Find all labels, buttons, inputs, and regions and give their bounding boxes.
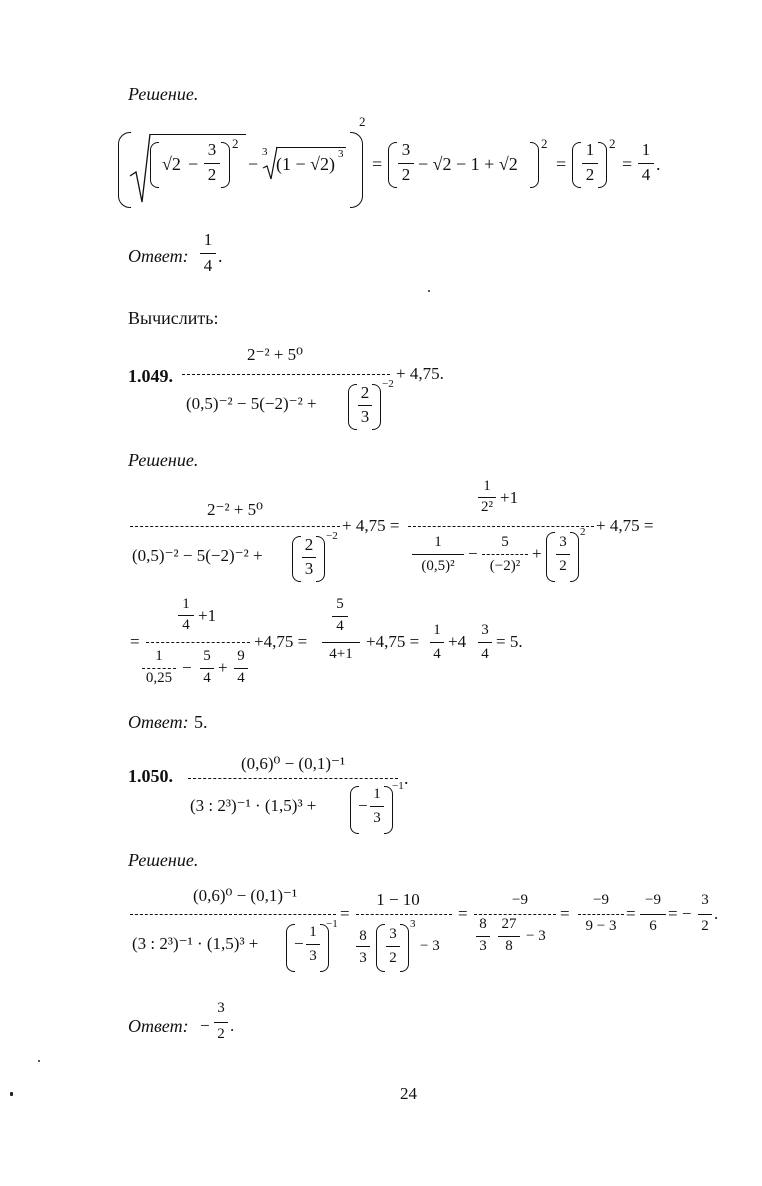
answer1-bar [200, 253, 216, 254]
p1049-exp: −2 [382, 378, 394, 390]
s1050-eq1: = [340, 904, 350, 923]
page-number: 24 [400, 1084, 417, 1103]
s1049-l2-bar [146, 642, 250, 643]
s1050-s3-b-num: 27 [501, 916, 517, 932]
s1049-l1-fnum: 2 [304, 535, 314, 554]
answer3-bar [214, 1022, 228, 1023]
answer3-den: 2 [217, 1026, 225, 1042]
s1049-l2-plus475-2: +4,75 = [366, 632, 420, 651]
s1049-l1-rc-exp: 2 [580, 526, 586, 538]
s1050-minus: − [294, 934, 304, 953]
s1049-l1-rc-bar [556, 554, 570, 555]
s1049-l1-num: 2⁻² + 5⁰ [207, 500, 263, 519]
answer3-num: 3 [217, 1000, 225, 1016]
quarter-num: 1 [641, 140, 651, 159]
s1049-l1-rb-bar [482, 554, 528, 555]
paren-b-right [530, 142, 539, 188]
p1050-den: (3 : 2³)⁻¹ · (1,5)³ + [190, 796, 317, 815]
s1049-l2-plus: + [218, 658, 228, 677]
s1050-s3-a-den: 3 [479, 938, 487, 954]
s1050-pr [320, 924, 329, 972]
s1049-l1-r-bar [408, 526, 594, 527]
s1050-s6-pre: = − [668, 904, 692, 923]
s1050-exp: −1 [326, 918, 338, 930]
frac-bar-c [582, 163, 598, 164]
p1050-exp: −1 [392, 780, 404, 792]
s1049-l2-top-den: 4 [182, 617, 190, 633]
solution-label-2: Решение. [128, 450, 199, 470]
s1049-l1-rt-bar [478, 497, 496, 498]
sqrt-sign [128, 132, 152, 204]
s1049-l2-m-num: 5 [336, 596, 344, 612]
s1049-l2-plus475: +4,75 = [254, 632, 308, 651]
s1050-s5-bar [640, 914, 666, 915]
s1050-s2-b-den: 2 [389, 950, 397, 966]
s1049-l1-ra-bar [412, 554, 464, 555]
answer-label-1: Ответ: [128, 246, 189, 266]
half-exp: 2 [609, 136, 616, 151]
s1049-l1-rc-pl [546, 532, 555, 582]
s1050-eq2: = [458, 904, 468, 923]
p1049-den: (0,5)⁻² − 5(−2)⁻² + [186, 394, 317, 413]
p1049-bar [182, 374, 390, 375]
paren-c-right [598, 142, 607, 188]
s1050-eq4: = [626, 904, 636, 923]
s1049-l2-a-den: 0,25 [145, 670, 173, 686]
sqrt2-a: √2 [162, 154, 181, 174]
compute-label: Вычислить: [128, 308, 219, 328]
s1049-l2-f2-num: 3 [481, 622, 489, 638]
s1049-l2-c-num: 9 [237, 648, 245, 664]
sqrt-bar [150, 134, 246, 135]
s1050-s2-b-num: 3 [389, 926, 397, 942]
s1050-s2-pr [400, 924, 409, 972]
s1050-s3-b-bar [498, 936, 520, 937]
s1049-l1-ra-num: 1 [434, 534, 442, 550]
s1050-s2-exp: 3 [410, 918, 416, 930]
s1050-fnum: 1 [309, 924, 317, 940]
problem-number-1049: 1.049. [128, 366, 173, 386]
frac-2: 2 [207, 165, 217, 184]
s1050-s2-a-bar [356, 946, 370, 947]
p1050-numerator: (0,6)⁰ − (0,1)⁻¹ [240, 754, 346, 773]
frac-bar-a [204, 163, 220, 164]
inner-paren-left [150, 142, 159, 188]
s1049-l2-m-num-den: 4 [336, 618, 344, 634]
s1049-l1-rt-den: 2² [481, 499, 493, 515]
p1050-pr [384, 786, 393, 834]
s1050-num: (0,6)⁰ − (0,1)⁻¹ [192, 886, 298, 905]
s1049-l1-rb-den: (−2)² [489, 558, 521, 574]
p1049-fden: 3 [360, 407, 370, 426]
frac-b-den: 2 [401, 165, 411, 184]
cbrt-exponent: 3 [338, 148, 344, 160]
s1050-s6-tail: . [714, 904, 719, 923]
s1049-l2-plus4: +4 [448, 632, 467, 651]
s1049-l2-minus: − [182, 658, 192, 677]
p1050-bar [188, 778, 398, 779]
s1050-s4-bar [578, 914, 624, 915]
p1049-paren-right [372, 384, 381, 430]
s1049-l2-f1-num: 1 [433, 622, 441, 638]
s1050-eq3: = [560, 904, 570, 923]
scan-speck-3 [10, 1092, 13, 1096]
inner-exponent: 2 [232, 136, 239, 151]
p1049-fbar [358, 405, 372, 406]
solution-label-3: Решение. [128, 850, 199, 870]
frac-bar-d [638, 163, 654, 164]
answer1-den: 4 [203, 256, 213, 275]
s1050-s2-a-den: 3 [359, 950, 367, 966]
s1050-fden: 3 [309, 948, 317, 964]
p1050-fden: 3 [373, 810, 381, 826]
solution-label-1: Решение. [128, 84, 199, 104]
answer3-prefix: − [200, 1016, 210, 1035]
half-den: 2 [585, 165, 595, 184]
s1050-s2-pl [376, 924, 385, 972]
s1050-s2-bar [356, 914, 452, 915]
s1050-s3-num: −9 [512, 892, 528, 908]
s1050-s6-num: 3 [701, 892, 709, 908]
s1050-s2-b-bar [386, 946, 400, 947]
cbrt-body: (1 − √2) [276, 154, 336, 174]
s1049-l1-fden: 3 [304, 559, 314, 578]
p1050-fbar [370, 806, 384, 807]
s1049-l1-den: (0,5)⁻² − 5(−2)⁻² + [132, 546, 263, 565]
frac-b-num: 3 [401, 140, 411, 159]
s1049-l2-f2-den: 4 [481, 646, 489, 662]
s1050-s4-num: −9 [593, 892, 609, 908]
s1050-s2-num: 1 − 10 [376, 890, 420, 909]
paren-b-exp: 2 [541, 136, 548, 151]
frac-3: 3 [207, 140, 217, 159]
s1049-l1-bar [130, 526, 340, 527]
quarter-den: 4 [641, 165, 651, 184]
s1049-l2-c-den: 4 [237, 670, 245, 686]
s1049-l2-m-bar [322, 642, 360, 643]
scan-speck-2 [38, 1060, 40, 1062]
answer1-num: 1 [203, 230, 213, 249]
s1050-s3-b-den: 8 [505, 938, 513, 954]
outer-exponent: 2 [359, 114, 366, 129]
answer2-value: 5. [194, 712, 208, 732]
p1049-fnum: 2 [360, 383, 370, 402]
s1050-s5-den: 6 [649, 918, 657, 934]
s1049-l2-b-num: 5 [203, 648, 211, 664]
s1050-s3-a-num: 8 [479, 916, 487, 932]
s1050-s5-num: −9 [645, 892, 661, 908]
s1049-l1-pr [316, 536, 325, 582]
minus-a: − [188, 154, 199, 174]
s1049-l2-f1-bar [430, 642, 444, 643]
answer-label-2: Ответ: [128, 712, 189, 732]
p1050-minus: − [358, 796, 368, 815]
s1049-l1-pl [292, 536, 301, 582]
s1049-l2-top-bar [178, 615, 194, 616]
s1050-den: (3 : 2³)⁻¹ · (1,5)³ + [132, 934, 259, 953]
s1049-l2-f2-bar [478, 642, 492, 643]
s1049-l1-ra-den: (0,5)² [421, 558, 455, 574]
p1050-fnum: 1 [373, 786, 381, 802]
s1049-l2-eq: = [130, 632, 140, 651]
problem-number-1050: 1.050. [128, 766, 173, 786]
answer1-tail: . [218, 246, 223, 266]
frac-bar-b [398, 163, 414, 164]
answer3-tail: . [230, 1016, 235, 1035]
p1049-paren-left [348, 384, 357, 430]
s1049-l2-m-subbar [332, 616, 348, 617]
s1049-l2-top-num: 1 [182, 596, 190, 612]
s1049-l2-plus1: +1 [198, 606, 217, 625]
eq-3: = [622, 154, 633, 174]
s1050-s3-a-bar [476, 936, 490, 937]
s1050-s6-bar [698, 914, 712, 915]
p1049-numerator: 2⁻² + 5⁰ [247, 345, 303, 364]
minus-b: − [248, 154, 259, 174]
answer-label-3: Ответ: [128, 1016, 189, 1036]
eq1-dot: . [656, 154, 661, 174]
s1050-s2-tail: − 3 [420, 938, 440, 954]
cbrt-bar [276, 147, 346, 148]
s1049-l2-a-num: 1 [155, 648, 163, 664]
s1049-l2-m-den: 4+1 [329, 646, 353, 662]
s1049-l1-plus1: +1 [500, 488, 519, 507]
s1049-l1-rc-den: 2 [559, 558, 567, 574]
s1050-s6-den: 2 [701, 918, 709, 934]
s1049-l1-plus475-2: + 4,75 = [596, 516, 654, 535]
s1050-s3-tail: − 3 [526, 928, 546, 944]
s1049-l1-minus: − [468, 544, 478, 563]
s1049-l2-b-den: 4 [203, 670, 211, 686]
s1049-l1-rc-pr [570, 532, 579, 582]
s1049-l2-f1-den: 4 [433, 646, 441, 662]
s1050-s3-bar [474, 914, 556, 915]
mid-rest: − √2 − 1 + √2 [418, 154, 518, 174]
s1050-fbar [306, 944, 320, 945]
inner-paren-right [221, 142, 230, 188]
s1049-l2-result: = 5. [496, 632, 523, 651]
eq-1: = [372, 154, 383, 174]
s1049-l1-rb-num: 5 [501, 534, 509, 550]
cbrt-index: 3 [262, 146, 268, 158]
scan-speck-1 [428, 290, 430, 292]
s1049-l2-c-bar [234, 668, 248, 669]
s1049-l1-rt-num: 1 [483, 478, 491, 494]
s1049-l1-exp: −2 [326, 530, 338, 542]
paren-b-left [388, 142, 397, 188]
half-num: 1 [585, 140, 595, 159]
s1050-s4-den: 9 − 3 [585, 918, 617, 934]
s1050-bar [130, 914, 336, 915]
s1049-l2-b-bar [200, 668, 214, 669]
s1049-l1-plus: + [532, 544, 542, 563]
p1050-tail: . [404, 768, 409, 788]
paren-c-left [572, 142, 581, 188]
s1050-s2-a-num: 8 [359, 928, 367, 944]
eq-2: = [556, 154, 567, 174]
s1049-l1-rc-num: 3 [559, 534, 567, 550]
outer-paren-right [350, 132, 363, 208]
p1049-tail: + 4,75. [396, 364, 444, 383]
s1049-l1-plus475: + 4,75 = [342, 516, 400, 535]
s1049-l1-fbar [302, 557, 316, 558]
s1049-l2-a-bar [142, 668, 176, 669]
